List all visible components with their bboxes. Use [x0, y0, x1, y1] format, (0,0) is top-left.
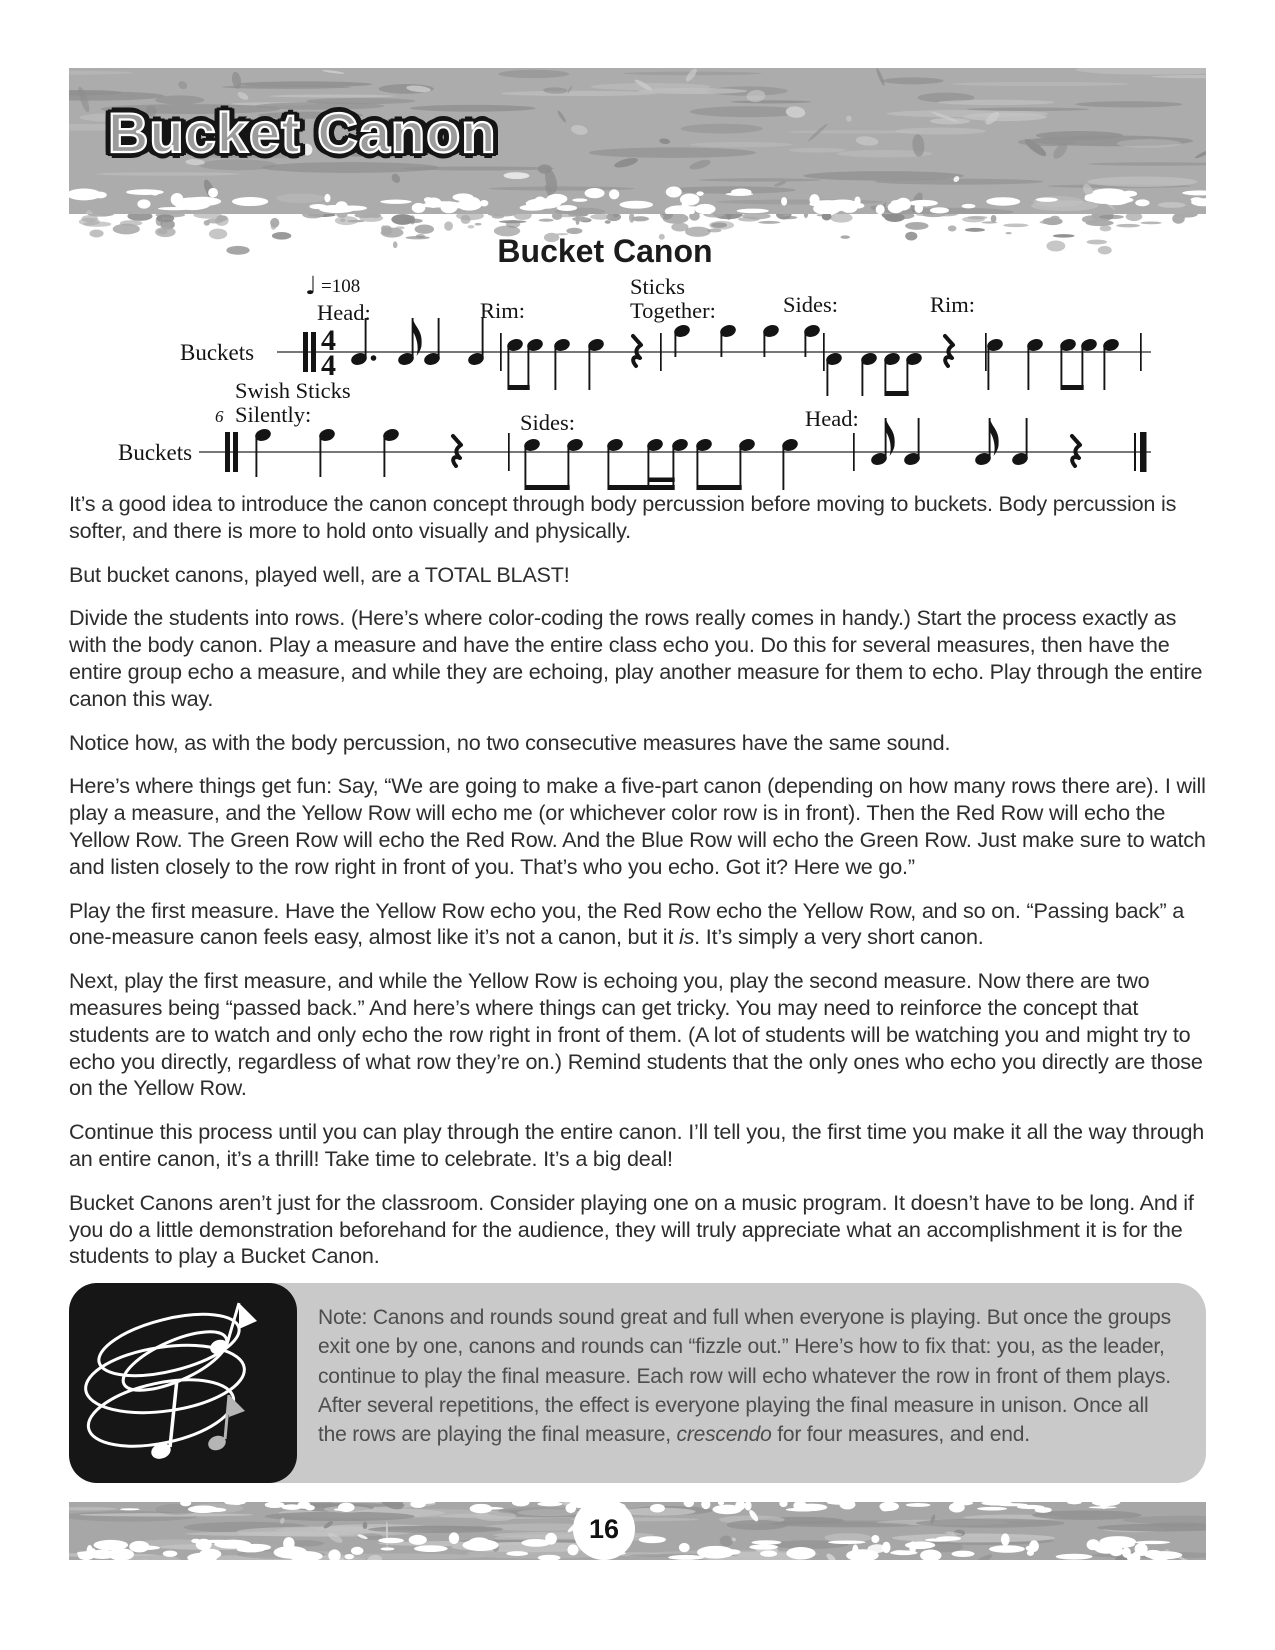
grunge-texture [69, 1502, 1206, 1560]
barline [660, 333, 662, 371]
paragraph [69, 1119, 1209, 1173]
measure-label: Sticks [630, 274, 686, 299]
paragraph [69, 968, 1209, 1102]
paragraph [69, 491, 1209, 545]
barline [853, 433, 855, 471]
paragraph [69, 730, 1209, 757]
measure-label: Rim: [930, 292, 976, 317]
begin-barline [303, 332, 308, 372]
paragraph [69, 898, 1209, 952]
note-box [69, 1283, 1206, 1483]
tempo-note-glyph: ♩ [305, 271, 317, 300]
begin-barline [225, 432, 230, 472]
barline [985, 333, 987, 371]
quarter-rest [945, 336, 953, 366]
measure-label: Sides: [520, 410, 576, 435]
quarter-rest [1072, 436, 1080, 466]
measure-label: Head: [317, 300, 371, 325]
tempo-value: =108 [321, 276, 361, 297]
final-barline [1134, 433, 1136, 471]
text-run: crescendo [676, 1423, 772, 1447]
instrument-label: Buckets [180, 340, 255, 365]
music-scribble-icon [69, 1283, 297, 1483]
text-run: Divide the students into rows. (Here’s where color-coding the rows really comes in handy.) Start the process exactly as with the body canon. Play a measure and have the entire class echo you. Do this for several measures, then have the entire group echo a measure, and while they are echoing, play another measure for them to echo. Play through the entire canon this way. [69, 605, 1203, 711]
page-number: 16 [588, 1514, 620, 1544]
beam [608, 485, 675, 490]
note-box-text [318, 1303, 1176, 1449]
augmentation-dot [371, 355, 377, 361]
measure-label: Sides: [783, 292, 839, 317]
eighth-flag [413, 318, 422, 356]
measure-number: 6 [215, 407, 224, 426]
barline [1140, 333, 1142, 371]
page-number-badge [573, 1498, 635, 1560]
text-run: Here’s where things get fun: Say, “We are going to make a five-part canon (depending on how many rows there are). I will play a measure, and the Yellow Row will echo me (or whichever color row is in front). Then the Red Row will echo the Yellow Row. The Green Row will echo the Red Row. And the Blue Row will echo the Green Row. Just make sure to watch and listen closely to the row right in front of you. That’s who you echo. Got it? Here we go.” [69, 773, 1206, 879]
begin-barline [233, 432, 238, 472]
paragraph [69, 773, 1209, 880]
text-run: Continue this process until you can play through the entire canon. I’ll tell you, the first time you make it all the way through an entire canon, it’s a thrill! Take time to celebrate. It’s a big deal! [69, 1119, 1205, 1171]
measure-label: Swish Sticks [235, 382, 351, 403]
barline [500, 333, 502, 371]
final-barline [1140, 432, 1147, 472]
measure-label: Rim: [480, 298, 526, 323]
text-run: for four measures, and end. [771, 1423, 1030, 1447]
text-run: is [678, 924, 695, 950]
instrument-label: Buckets [118, 440, 193, 465]
quarter-rest [633, 336, 641, 366]
logo-text: Bucket Canon [108, 101, 497, 164]
page-title: Bucket Canon [497, 233, 713, 269]
quarter-rest [453, 436, 461, 466]
beam [525, 485, 570, 490]
begin-barline [311, 332, 316, 372]
footer-banner [69, 1502, 1206, 1560]
beam-16th [648, 478, 675, 483]
text-run: Note: Canons and rounds sound great and full when everyone is playing. But once the groups exit one by one, canons and rounds can “fizzle out.” Here’s how to fix that: you, as the leader, continue to play the final measure. Each row will echo whatever the row in front of them plays. After several repetitions, the effect is everyone playing the final measure in unison. Once all the rows are playing the final measure, [318, 1306, 1171, 1447]
text-run: But bucket canons, played well, are a TOTAL BLAST! [69, 561, 570, 587]
time-signature: 4 [321, 349, 336, 382]
paragraphs [69, 491, 1209, 1287]
text-run: Next, play the first measure, and while the Yellow Row is echoing you, play the second measure. Now there are two measures being “passed back.” And here’s where things can get tricky. You may need to reinforce the concept that students are to watch and only echo the row right in front of them. (A lot of students will be watching you and might try to echo you directly, regardless of what row they’re on.) Remind students that the only ones who echo you directly are those on the Yellow Row. [69, 968, 1203, 1101]
beam [697, 485, 742, 490]
text-run: Notice how, as with the body percussion, no two consecutive measures have the same sound. [69, 729, 951, 755]
text-run: Bucket Canons aren’t just for the classroom. Consider playing one on a music program. It doesn’t have to be long. And if you do a little demonstration beforehand for the audience, they will truly appreciate what an accomplishment it is for the students to play a Bucket Canon. [69, 1189, 1194, 1269]
eighth-flag [886, 418, 895, 456]
barline [823, 333, 825, 371]
eighth-flag [990, 418, 999, 456]
paragraph [69, 1190, 1209, 1270]
barline [508, 433, 510, 471]
measure-label: Head: [805, 406, 859, 431]
measure-label: Together: [630, 298, 716, 323]
text-run: It’s a good idea to introduce the canon concept through body percussion before moving to buckets. Body percussion is softer, and there is more to hold onto visually and physically. [69, 491, 1177, 543]
text-run: Play the first measure. Have the Yellow Row echo you, the Red Row echo the Yellow Row, and so on. “Passing back” a one-measure canon feels easy, almost like it’s not a canon, but it [69, 897, 1185, 950]
paragraph [69, 605, 1209, 712]
text-run: . It’s simply a very short canon. [694, 924, 984, 950]
time-signature: 4 [321, 324, 336, 357]
paragraph [69, 562, 1209, 589]
measure-label: Silently: [235, 402, 312, 427]
